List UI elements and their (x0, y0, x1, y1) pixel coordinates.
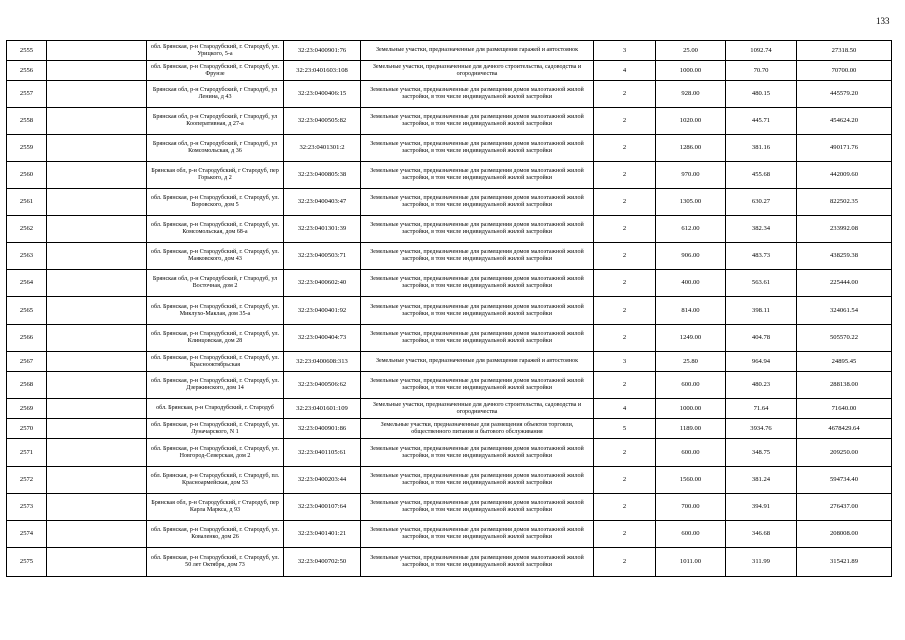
address-cell: обл. Брянская, р-н Стародубский, г. Стародуб, ул. Воровского, дом 5 (147, 189, 284, 216)
specific-value-cell: 381.16 (726, 135, 797, 162)
table-row (7, 521, 892, 548)
specific-value-cell: 398.11 (726, 297, 797, 325)
address-cell: Брянская обл, р-н Стародубский, г Стародуб, ул Кооперативная, д 27-а (147, 108, 284, 135)
group-cell: 2 (594, 270, 656, 297)
land-use-cell: Земельные участки, предназначенные для размещения домов малоэтажной жилой застройки, в том числе индивидуальной жилой застройки (361, 135, 594, 162)
cadastral-value-cell: 822502.35 (797, 189, 892, 216)
address-cell: обл. Брянская, р-н Стародубский, г. Стародуб, ул. Коваленко, дом 26 (147, 521, 284, 548)
address-cell: Брянская обл, р-н Стародубский, г Стародуб, ул Восточная, дом 2 (147, 270, 284, 297)
cadastral-value-cell: 225444.00 (797, 270, 892, 297)
land-use-cell: Земельные участки, предназначенные для размещения домов малоэтажной жилой застройки, в том числе индивидуальной жилой застройки (361, 162, 594, 189)
empty-cell (47, 419, 147, 439)
empty-cell (47, 61, 147, 81)
table-row (7, 548, 892, 577)
area-cell: 1249.00 (656, 325, 726, 352)
row-number-cell: 2575 (7, 548, 47, 577)
cadastral-value-cell: 209250.00 (797, 439, 892, 467)
cadastral-number-cell: 32:23:0400404:73 (284, 325, 361, 352)
empty-cell (47, 162, 147, 189)
row-number-cell: 2569 (7, 399, 47, 419)
land-use-cell: Земельные участки, предназначенные для размещения домов малоэтажной жилой застройки, в том числе индивидуальной жилой застройки (361, 81, 594, 108)
cadastral-value-cell: 288138.00 (797, 372, 892, 399)
row-number-cell: 2572 (7, 467, 47, 494)
group-cell: 2 (594, 108, 656, 135)
specific-value-cell: 348.75 (726, 439, 797, 467)
group-cell: 4 (594, 61, 656, 81)
specific-value-cell: 71.64 (726, 399, 797, 419)
table-row (7, 352, 892, 372)
table-row (7, 494, 892, 521)
area-cell: 1286.00 (656, 135, 726, 162)
row-number-cell: 2559 (7, 135, 47, 162)
cadastral-value-cell: 70700.00 (797, 61, 892, 81)
address-cell: Брянская обл, р-н Стародубский, г Стародуб, ул Ленина, д 43 (147, 81, 284, 108)
table-row (7, 61, 892, 81)
specific-value-cell: 3934.76 (726, 419, 797, 439)
group-cell: 2 (594, 439, 656, 467)
table-row (7, 297, 892, 325)
empty-cell (47, 352, 147, 372)
group-cell: 3 (594, 41, 656, 61)
cadastral-number-cell: 32:23:0400401:92 (284, 297, 361, 325)
specific-value-cell: 480.15 (726, 81, 797, 108)
area-cell: 906.00 (656, 243, 726, 270)
empty-cell (47, 108, 147, 135)
cadastral-value-cell: 454624.20 (797, 108, 892, 135)
specific-value-cell: 483.73 (726, 243, 797, 270)
area-cell: 928.00 (656, 81, 726, 108)
table-row (7, 108, 892, 135)
area-cell: 25.80 (656, 352, 726, 372)
area-cell: 25.00 (656, 41, 726, 61)
address-cell: обл. Брянская, р-н Стародубский, г. Стародуб, ул. Новгород-Северская, дом 2 (147, 439, 284, 467)
empty-cell (47, 135, 147, 162)
cadastral-number-cell: 32:23:0401301:39 (284, 216, 361, 243)
table-body (7, 41, 892, 577)
area-cell: 600.00 (656, 521, 726, 548)
specific-value-cell: 964.94 (726, 352, 797, 372)
land-use-cell: Земельные участки, предназначенные для размещения гаражей и автостоянок (361, 352, 594, 372)
area-cell: 970.00 (656, 162, 726, 189)
area-cell: 700.00 (656, 494, 726, 521)
specific-value-cell: 455.68 (726, 162, 797, 189)
table-row (7, 135, 892, 162)
cadastral-number-cell: 32:23:0400608:313 (284, 352, 361, 372)
cadastral-value-cell: 315421.89 (797, 548, 892, 577)
land-use-cell: Земельные участки, предназначенные для размещения объектов торговли, общественного питания и бытового обслуживания (361, 419, 594, 439)
group-cell: 2 (594, 162, 656, 189)
cadastral-value-cell: 594734.40 (797, 467, 892, 494)
row-number-cell: 2563 (7, 243, 47, 270)
group-cell: 2 (594, 467, 656, 494)
empty-cell (47, 399, 147, 419)
row-number-cell: 2556 (7, 61, 47, 81)
cadastral-number-cell: 32:23:0400602:40 (284, 270, 361, 297)
row-number-cell: 2558 (7, 108, 47, 135)
group-cell: 3 (594, 352, 656, 372)
cadastral-number-cell: 32:23:0400403:47 (284, 189, 361, 216)
empty-cell (47, 521, 147, 548)
specific-value-cell: 70.70 (726, 61, 797, 81)
specific-value-cell: 404.78 (726, 325, 797, 352)
cadastral-number-cell: 32:23:0400203:44 (284, 467, 361, 494)
land-use-cell: Земельные участки, предназначенные для размещения домов малоэтажной жилой застройки, в том числе индивидуальной жилой застройки (361, 270, 594, 297)
specific-value-cell: 311.99 (726, 548, 797, 577)
area-cell: 1020.00 (656, 108, 726, 135)
area-cell: 1305.00 (656, 189, 726, 216)
cadastral-value-cell: 208008.00 (797, 521, 892, 548)
cadastral-number-cell: 32:23:0400901:86 (284, 419, 361, 439)
land-use-cell: Земельные участки, предназначенные для размещения домов малоэтажной жилой застройки, в том числе индивидуальной жилой застройки (361, 108, 594, 135)
specific-value-cell: 381.24 (726, 467, 797, 494)
address-cell: обл. Брянская, р-н Стародубский, г. Стародуб, ул. Дзержинского, дом 14 (147, 372, 284, 399)
table-row (7, 399, 892, 419)
table-row (7, 467, 892, 494)
address-cell: обл. Брянская, р-н Стародубский, г. Стародуб, ул. Клинцовская, дом 28 (147, 325, 284, 352)
cadastral-value-cell: 233992.08 (797, 216, 892, 243)
land-use-cell: Земельные участки, предназначенные для дачного строительства, садоводства и огородничества (361, 61, 594, 81)
empty-cell (47, 548, 147, 577)
area-cell: 814.00 (656, 297, 726, 325)
table-row (7, 325, 892, 352)
cadastral-value-cell: 490171.76 (797, 135, 892, 162)
empty-cell (47, 243, 147, 270)
cadastral-value-cell: 276437.00 (797, 494, 892, 521)
cadastral-value-cell: 438259.38 (797, 243, 892, 270)
cadastral-number-cell: 32:23:0401105:61 (284, 439, 361, 467)
group-cell: 2 (594, 297, 656, 325)
row-number-cell: 2568 (7, 372, 47, 399)
land-use-cell: Земельные участки, предназначенные для размещения домов малоэтажной жилой застройки, в том числе индивидуальной жилой застройки (361, 372, 594, 399)
group-cell: 5 (594, 419, 656, 439)
cadastral-number-cell: 32:23:0400107:64 (284, 494, 361, 521)
table-row (7, 189, 892, 216)
cadastral-value-table (6, 40, 892, 577)
specific-value-cell: 394.91 (726, 494, 797, 521)
table-row (7, 243, 892, 270)
group-cell: 2 (594, 521, 656, 548)
address-cell: обл. Брянская, р-н Стародубский, г. Стародуб, ул. Луначарского, N 1 (147, 419, 284, 439)
specific-value-cell: 480.23 (726, 372, 797, 399)
group-cell: 4 (594, 399, 656, 419)
cadastral-number-cell: 32:23:0400503:71 (284, 243, 361, 270)
page-number: 133 (876, 16, 890, 26)
table-row (7, 372, 892, 399)
address-cell: Брянская обл, р-н Стародубский, г Стародуб, пер Карла Маркса, д 93 (147, 494, 284, 521)
group-cell: 2 (594, 135, 656, 162)
address-cell: обл. Брянская, р-н Стародубский, г. Стародуб, ул. Миклухо-Маклая, дом 35-а (147, 297, 284, 325)
land-use-cell: Земельные участки, предназначенные для размещения домов малоэтажной жилой застройки, в том числе индивидуальной жилой застройки (361, 548, 594, 577)
address-cell: обл. Брянская, р-н Стародубский, г. Стародуб, ул. Урицкого, 5-а (147, 41, 284, 61)
group-cell: 2 (594, 372, 656, 399)
area-cell: 1189.00 (656, 419, 726, 439)
land-use-cell: Земельные участки, предназначенные для размещения домов малоэтажной жилой застройки, в том числе индивидуальной жилой застройки (361, 297, 594, 325)
land-use-cell: Земельные участки, предназначенные для размещения домов малоэтажной жилой застройки, в том числе индивидуальной жилой застройки (361, 467, 594, 494)
specific-value-cell: 445.71 (726, 108, 797, 135)
land-use-cell: Земельные участки, предназначенные для дачного строительства, садоводства и огородничества (361, 399, 594, 419)
cadastral-value-cell: 445579.20 (797, 81, 892, 108)
area-cell: 1560.00 (656, 467, 726, 494)
land-use-cell: Земельные участки, предназначенные для размещения домов малоэтажной жилой застройки, в том числе индивидуальной жилой застройки (361, 216, 594, 243)
address-cell: обл. Брянская, р-н Стародубский, г. Стародуб, ул. Маяковского, дом 43 (147, 243, 284, 270)
cadastral-value-cell: 24895.45 (797, 352, 892, 372)
table-row (7, 41, 892, 61)
empty-cell (47, 81, 147, 108)
empty-cell (47, 467, 147, 494)
address-cell: Брянская обл, р-н Стародубский, г Стародуб, ул Комсомольская, д 36 (147, 135, 284, 162)
empty-cell (47, 439, 147, 467)
row-number-cell: 2561 (7, 189, 47, 216)
table-row (7, 419, 892, 439)
address-cell: обл. Брянская, р-н Стародубский, г. Стародуб, ул. Фрунзе (147, 61, 284, 81)
land-use-cell: Земельные участки, предназначенные для размещения гаражей и автостоянок (361, 41, 594, 61)
group-cell: 2 (594, 325, 656, 352)
empty-cell (47, 372, 147, 399)
empty-cell (47, 41, 147, 61)
address-cell: обл. Брянская, р-н Стародубский, г. Стародуб, пл. Красноармейская, дом 53 (147, 467, 284, 494)
cadastral-value-cell: 442009.60 (797, 162, 892, 189)
row-number-cell: 2557 (7, 81, 47, 108)
row-number-cell: 2564 (7, 270, 47, 297)
cadastral-number-cell: 32:23:0401603:108 (284, 61, 361, 81)
address-cell: обл. Брянская, р-н Стародубский, г. Стародуб (147, 399, 284, 419)
land-use-cell: Земельные участки, предназначенные для размещения домов малоэтажной жилой застройки, в том числе индивидуальной жилой застройки (361, 243, 594, 270)
land-use-cell: Земельные участки, предназначенные для размещения домов малоэтажной жилой застройки, в том числе индивидуальной жилой застройки (361, 439, 594, 467)
land-use-cell: Земельные участки, предназначенные для размещения домов малоэтажной жилой застройки, в том числе индивидуальной жилой застройки (361, 189, 594, 216)
row-number-cell: 2570 (7, 419, 47, 439)
row-number-cell: 2562 (7, 216, 47, 243)
empty-cell (47, 216, 147, 243)
area-cell: 400.00 (656, 270, 726, 297)
row-number-cell: 2573 (7, 494, 47, 521)
empty-cell (47, 325, 147, 352)
area-cell: 1000.00 (656, 61, 726, 81)
group-cell: 2 (594, 548, 656, 577)
land-use-cell: Земельные участки, предназначенные для размещения домов малоэтажной жилой застройки, в том числе индивидуальной жилой застройки (361, 494, 594, 521)
row-number-cell: 2574 (7, 521, 47, 548)
land-use-cell: Земельные участки, предназначенные для размещения домов малоэтажной жилой застройки, в том числе индивидуальной жилой застройки (361, 325, 594, 352)
area-cell: 1000.00 (656, 399, 726, 419)
group-cell: 2 (594, 243, 656, 270)
cadastral-number-cell: 32:23:0401601:109 (284, 399, 361, 419)
empty-cell (47, 297, 147, 325)
cadastral-value-cell: 71640.00 (797, 399, 892, 419)
row-number-cell: 2560 (7, 162, 47, 189)
specific-value-cell: 382.34 (726, 216, 797, 243)
address-cell: Брянская обл, р-н Стародубский, г Стародуб, пер Горького, д 2 (147, 162, 284, 189)
address-cell: обл. Брянская, р-н Стародубский, г. Стародуб, ул. Краснооктябрьская (147, 352, 284, 372)
cadastral-number-cell: 32:23:0401301:2 (284, 135, 361, 162)
land-use-cell: Земельные участки, предназначенные для размещения домов малоэтажной жилой застройки, в том числе индивидуальной жилой застройки (361, 521, 594, 548)
group-cell: 2 (594, 494, 656, 521)
group-cell: 2 (594, 81, 656, 108)
area-cell: 600.00 (656, 372, 726, 399)
cadastral-value-cell: 27318.50 (797, 41, 892, 61)
row-number-cell: 2571 (7, 439, 47, 467)
table-row (7, 439, 892, 467)
empty-cell (47, 494, 147, 521)
empty-cell (47, 189, 147, 216)
specific-value-cell: 630.27 (726, 189, 797, 216)
cadastral-number-cell: 32:23:0400506:62 (284, 372, 361, 399)
specific-value-cell: 346.68 (726, 521, 797, 548)
cadastral-number-cell: 32:23:0400901:76 (284, 41, 361, 61)
cadastral-value-cell: 324061.54 (797, 297, 892, 325)
empty-cell (47, 270, 147, 297)
table-row (7, 216, 892, 243)
row-number-cell: 2565 (7, 297, 47, 325)
specific-value-cell: 1092.74 (726, 41, 797, 61)
address-cell: обл. Брянская, р-н Стародубский, г. Стародуб, ул. 50 лет Октября, дом 73 (147, 548, 284, 577)
cadastral-number-cell: 32:23:0400505:82 (284, 108, 361, 135)
address-cell: обл. Брянская, р-н Стародубский, г. Стародуб, ул. Комсомольская, дом 68-а (147, 216, 284, 243)
cadastral-number-cell: 32:23:0400805:38 (284, 162, 361, 189)
group-cell: 2 (594, 216, 656, 243)
row-number-cell: 2566 (7, 325, 47, 352)
row-number-cell: 2567 (7, 352, 47, 372)
area-cell: 600.00 (656, 439, 726, 467)
cadastral-number-cell: 32:23:0400406:15 (284, 81, 361, 108)
group-cell: 2 (594, 189, 656, 216)
cadastral-number-cell: 32:23:0400702:50 (284, 548, 361, 577)
cadastral-number-cell: 32:23:0401401:21 (284, 521, 361, 548)
row-number-cell: 2555 (7, 41, 47, 61)
cadastral-value-cell: 4678429.64 (797, 419, 892, 439)
area-cell: 1011.00 (656, 548, 726, 577)
area-cell: 612.00 (656, 216, 726, 243)
cadastral-value-cell: 505570.22 (797, 325, 892, 352)
specific-value-cell: 563.61 (726, 270, 797, 297)
table-row (7, 270, 892, 297)
table-row (7, 81, 892, 108)
table-row (7, 162, 892, 189)
